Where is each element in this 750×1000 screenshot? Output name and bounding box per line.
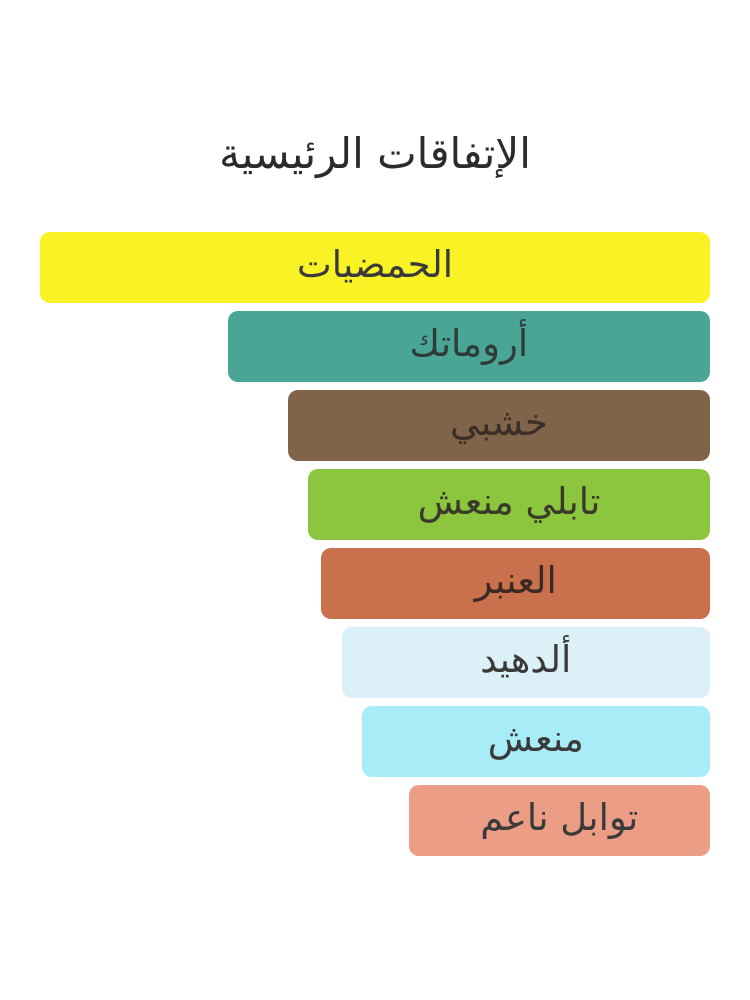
- bar-row: [0, 544, 750, 623]
- bar-row: [0, 781, 750, 860]
- bar-label: تابلي منعش: [417, 480, 601, 523]
- bar-row: [0, 702, 750, 781]
- bar-segment[interactable]: [342, 627, 711, 698]
- bar-row: [0, 307, 750, 386]
- bar-label: خشبي: [450, 401, 548, 444]
- bar-list: [0, 228, 750, 860]
- bar-segment[interactable]: [228, 311, 710, 382]
- bar-row: [0, 386, 750, 465]
- bar-label: ألدهيد: [480, 638, 572, 681]
- bar-row: [0, 228, 750, 307]
- bar-label: الحمضيات: [296, 243, 454, 286]
- chart-title: الإتفاقات الرئيسية: [219, 129, 531, 178]
- bar-segment[interactable]: [409, 785, 711, 856]
- bar-row: [0, 465, 750, 544]
- bar-label: العنبر: [474, 559, 557, 602]
- bar-segment[interactable]: [40, 232, 710, 303]
- bar-label: منعش: [487, 717, 584, 760]
- bar-label: توابل ناعم: [480, 796, 639, 839]
- bar-segment[interactable]: [288, 390, 710, 461]
- bar-segment[interactable]: [362, 706, 710, 777]
- bar-label: أروماتك: [409, 322, 529, 365]
- bar-row: [0, 623, 750, 702]
- bar-segment[interactable]: [308, 469, 710, 540]
- bar-segment[interactable]: [321, 548, 710, 619]
